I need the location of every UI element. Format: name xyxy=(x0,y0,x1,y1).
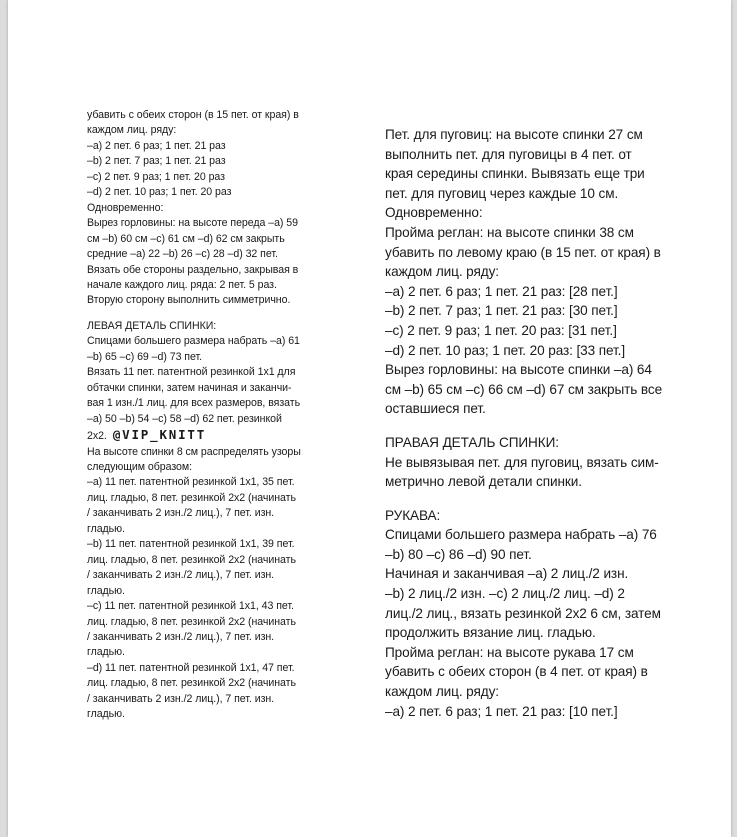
text-line: –b) 2 лиц./2 изн. –c) 2 лиц./2 лиц. –d) 2 xyxy=(385,586,625,602)
text-line: –d) 11 пет. патентной резинкой 1х1, 47 пет. xyxy=(87,661,295,674)
left-column xyxy=(87,108,367,723)
text-line: –а) 2 пет. 6 раз; 1 пет. 21 раз: [10 пет.] xyxy=(385,703,618,719)
text-line: Начиная и заканчивая –а) 2 лиц./2 изн. xyxy=(385,566,629,582)
text-line: убавить с обеих сторон (в 4 пет. от края) в xyxy=(385,664,648,680)
text-line: лиц. гладью, 8 пет. резинкой 2х2 (начинать xyxy=(87,491,296,504)
text-line: –b) 2 пет. 7 раз; 1 пет. 21 раз: [30 пет.] xyxy=(385,303,618,319)
text-line: –b) 65 –c) 69 –d) 73 пет. xyxy=(87,350,202,363)
text-line: Спицами большего размера набрать –а) 76 xyxy=(385,527,657,543)
text-line: см –b) 65 см –c) 66 см –d) 67 см закрыть все xyxy=(385,381,663,397)
text-line: см –b) 60 см –c) 61 см –d) 62 см закрыть xyxy=(87,232,285,245)
text-line: –b) 11 пет. патентной резинкой 1х1, 39 пет. xyxy=(87,538,295,551)
text-line: / заканчивать 2 изн./2 лиц.), 7 пет. изн. xyxy=(87,692,275,705)
text-line: –а) 2 пет. 6 раз; 1 пет. 21 раз: [28 пет.] xyxy=(385,283,618,299)
text-line: гладью. xyxy=(87,708,125,721)
left-block-2 xyxy=(87,334,367,444)
text-line: края середины спинки. Вывязать еще три xyxy=(385,166,645,182)
text-line: обтачки спинки, затем начиная и заканчи- xyxy=(87,381,292,394)
text-line: Не вывязывая пет. для пуговиц, вязать сим- xyxy=(385,454,659,470)
text-line: –c) 2 пет. 9 раз; 1 пет. 20 раз xyxy=(87,170,225,183)
text-line: Одновременно: xyxy=(385,205,483,221)
text-line: лиц. гладью, 8 пет. резинкой 2х2 (начинать xyxy=(87,677,296,690)
text-line: –b) 2 пет. 7 раз; 1 пет. 21 раз xyxy=(87,155,226,168)
text-line: –а) 11 пет. патентной резинкой 1х1, 35 пет. xyxy=(87,476,295,489)
text-2x2: 2х2. xyxy=(87,430,107,443)
section-heading-right-back: ПРАВАЯ ДЕТАЛЬ СПИНКИ: xyxy=(385,434,559,450)
text-line-with-watermark xyxy=(87,427,367,444)
text-line: Пройма реглан: на высоте рукава 17 см xyxy=(385,644,634,660)
text-line: / заканчивать 2 изн./2 лиц.), 7 пет. изн. xyxy=(87,569,275,582)
text-line: –d) 2 пет. 10 раз; 1 пет. 20 раз xyxy=(87,186,232,199)
text-line: Вырез горловины: на высоте переда –а) 59 xyxy=(87,217,298,230)
watermark: @VIP_KNITT xyxy=(112,427,207,443)
text-line: / заканчивать 2 изн./2 лиц.), 7 пет. изн. xyxy=(87,630,275,643)
text-line: каждом лиц. ряду: xyxy=(87,124,177,137)
text-line: Вязать обе стороны раздельно, закрывая в xyxy=(87,263,299,276)
section-heading-sleeves: РУКАВА: xyxy=(385,507,441,523)
text-line: средние –а) 22 –b) 26 –c) 28 –d) 32 пет. xyxy=(87,248,278,261)
text-line: следующим образом: xyxy=(87,460,193,473)
text-line: –c) 2 пет. 9 раз; 1 пет. 20 раз: [31 пет.] xyxy=(385,322,617,338)
text-line: гладью. xyxy=(87,646,125,659)
text-line: лиц. гладью, 8 пет. резинкой 2х2 (начинать xyxy=(87,615,296,628)
text-line: продолжить вязание лиц. гладью. xyxy=(385,625,596,641)
text-line: Вырез горловины: на высоте спинки –а) 64 xyxy=(385,362,652,378)
text-line: выполнить пет. для пуговицы в 4 пет. от xyxy=(385,146,632,162)
section-heading-left-back: ЛЕВАЯ ДЕТАЛЬ СПИНКИ: xyxy=(87,319,217,332)
right-block-1 xyxy=(385,125,705,419)
text-line: каждом лиц. ряду: xyxy=(385,684,499,700)
document-page xyxy=(8,0,731,837)
text-line: начале каждого лиц. ряда: 2 пет. 5 раз. xyxy=(87,278,277,291)
left-block-3 xyxy=(87,445,367,723)
text-line: Пет. для пуговиц: на высоте спинки 27 см xyxy=(385,127,643,142)
text-line: Одновременно: xyxy=(87,201,164,214)
text-line: убавить с обеих сторон (в 15 пет. от края) в xyxy=(87,109,299,121)
text-line: Вторую сторону выполнить симметрично. xyxy=(87,294,291,307)
text-line: На высоте спинки 8 см распределять узоры xyxy=(87,445,301,458)
text-line: каждом лиц. ряду: xyxy=(385,264,499,280)
text-line: –c) 11 пет. патентной резинкой 1х1, 43 пет. xyxy=(87,600,294,613)
text-line: убавить по левому краю (в 15 пет. от края) в xyxy=(385,244,661,260)
text-line: Пройма реглан: на высоте спинки 38 см xyxy=(385,224,634,240)
text-line: оставшиеся пет. xyxy=(385,401,486,417)
text-line: –d) 2 пет. 10 раз; 1 пет. 20 раз: [33 пет.] xyxy=(385,342,626,358)
text-line: –а) 2 пет. 6 раз; 1 пет. 21 раз xyxy=(87,139,226,152)
right-column xyxy=(385,125,705,721)
right-block-3 xyxy=(385,525,705,721)
text-line: / заканчивать 2 изн./2 лиц.), 7 пет. изн. xyxy=(87,507,275,520)
text-line: –а) 50 –b) 54 –c) 58 –d) 62 пет. резинкой xyxy=(87,412,282,425)
text-line: лиц./2 лиц., вязать резинкой 2х2 6 см, затем xyxy=(385,605,661,621)
text-line: пет. для пуговиц через каждые 10 см. xyxy=(385,185,619,201)
text-line: метрично левой детали спинки. xyxy=(385,474,582,490)
text-line: Вязать 11 пет. патентной резинкой 1х1 для xyxy=(87,366,296,379)
text-line: –b) 80 –c) 86 –d) 90 пет. xyxy=(385,546,532,562)
right-block-2 xyxy=(385,453,705,492)
text-line: гладью. xyxy=(87,584,125,597)
text-line: гладью. xyxy=(87,522,125,535)
text-line: вая 1 изн./1 лиц. для всех размеров, вязать xyxy=(87,397,301,410)
text-line: Спицами большего размера набрать –а) 61 xyxy=(87,335,300,348)
left-block-1 xyxy=(87,108,367,309)
text-line: лиц. гладью, 8 пет. резинкой 2х2 (начинать xyxy=(87,553,296,566)
